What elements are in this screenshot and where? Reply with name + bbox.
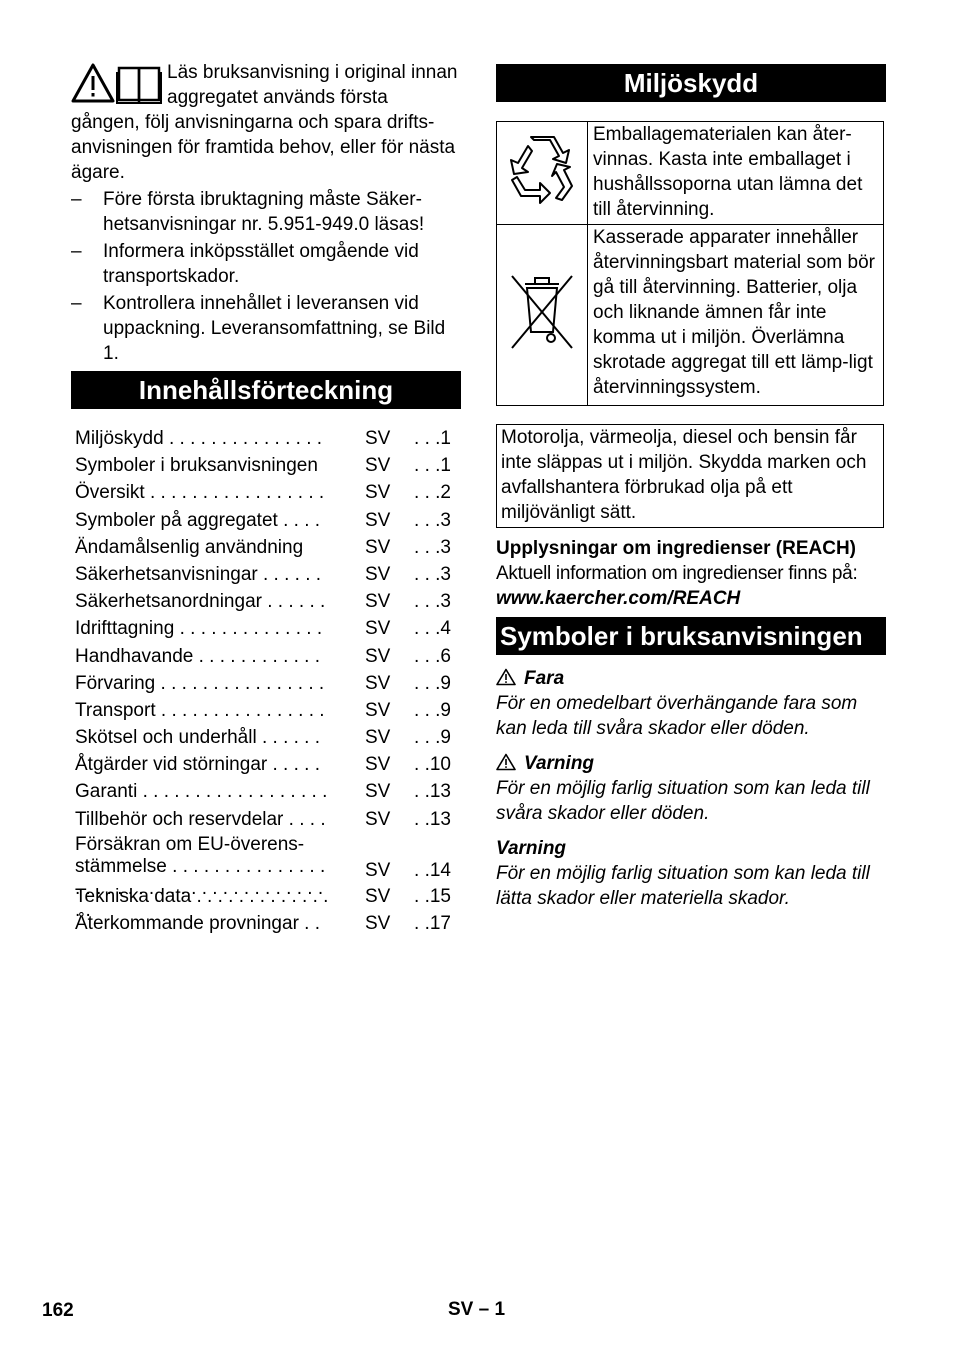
toc-entry-lang: SV (365, 699, 391, 721)
crossed-bin-icon (507, 272, 577, 352)
toc-entry-page: . . .9 (414, 672, 451, 694)
oil-notice: Motorolja, värmeolja, diesel och bensin får inte släppas ut i miljön. Skydda marken och avfallshantera förbrukad olja på ett miljövänligt sätt. (496, 424, 884, 528)
toc-entry-title: Idrifttagning (75, 618, 175, 640)
symbol-description: För en möjlig farlig situation som kan leda till svåra skador eller döden. (496, 778, 870, 824)
toc-entry-title: Säkerhetsanvisningar (75, 563, 258, 585)
toc-entry-lang: SV (365, 913, 391, 934)
toc-entry-title: Ändamålsenlig användning (75, 536, 304, 558)
symbol-description: För en omedelbart överhängande fara som kan leda till svåra skador eller döden. (496, 693, 858, 739)
toc-entry-title: Återkommande provningar (75, 913, 299, 934)
toc-entry-page: . . .3 (414, 509, 451, 531)
toc-entry[interactable] (75, 779, 455, 806)
symbol-label: Varning (496, 838, 567, 859)
toc-entry[interactable] (75, 480, 455, 507)
reach-title: Upplysningar om ingredienser (REACH) (496, 538, 856, 559)
recycle-icon (504, 132, 580, 208)
toc-entry-lang: SV (365, 591, 391, 613)
toc-entry-title: Miljöskydd (75, 428, 164, 449)
toc-entry-title: Säkerhetsanordningar (75, 591, 262, 613)
toc-entry-title: Handhavande (75, 645, 194, 667)
toc-entry-title: Förvaring (75, 672, 156, 694)
toc-entry[interactable] (75, 884, 455, 911)
toc-entry[interactable] (75, 911, 455, 938)
toc-entry-title: Skötsel och underhåll (75, 727, 257, 749)
toc-entry-title: Tekniska data (75, 885, 192, 907)
toc-entry-title: Transport (75, 699, 156, 721)
toc-entry-page: . .14 (414, 859, 451, 881)
toc-entry-lang: SV (365, 727, 391, 749)
environment-table (496, 121, 884, 406)
page-footer-label: SV – 1 (448, 1299, 506, 1320)
toc-entry[interactable] (75, 807, 455, 834)
toc-entry-lang: SV (365, 859, 391, 881)
toc-entry-title: Garanti (75, 781, 138, 803)
toc-entry-title: Åtgärder vid störningar (75, 754, 268, 776)
toc-entry-title: Symboler i bruksanvisningen (75, 455, 318, 477)
toc-entry-lang: SV (365, 808, 391, 830)
toc-entry-page: . .15 (414, 885, 451, 907)
table-row (497, 122, 884, 225)
reach-section (496, 536, 886, 611)
toc-entry[interactable] (75, 508, 455, 535)
toc-heading: Innehållsförteckning (71, 371, 461, 409)
symbol-description: För en möjlig farlig situation som kan leda till lätta skador eller materiella skador. (496, 863, 870, 909)
toc-entry-lang: SV (365, 618, 391, 640)
intro-list (71, 187, 461, 366)
toc-entry[interactable] (75, 535, 455, 562)
intro-section (71, 60, 461, 366)
toc-entry-page: . . .1 (414, 455, 451, 477)
toc-entry[interactable] (75, 671, 455, 698)
toc-entry-lang: SV (365, 885, 391, 907)
toc-entry[interactable] (75, 453, 455, 480)
recycle-text: Emballagematerialen kan åter-vinnas. Kasta inte emballaget i hushållssoporna utan lämna det till återvinning. (588, 122, 884, 225)
reach-link[interactable]: www.kaercher.com/REACH (496, 588, 741, 609)
toc-entry-page: . . .3 (414, 536, 451, 558)
list-item: – Före första ibruktagning måste Säker-hetsanvisningar nr. 5.951-949.0 läsas! (71, 187, 461, 237)
toc-entry[interactable] (75, 562, 455, 589)
symbols-heading: Symboler i bruksanvisningen (496, 617, 886, 655)
toc-entry-title: Tillbehör och reservdelar (75, 808, 284, 830)
toc-entry-lang: SV (365, 482, 391, 504)
toc-entry-page: . .13 (414, 808, 451, 830)
warning-manual-icon (71, 62, 163, 106)
toc-entry[interactable] (75, 589, 455, 616)
toc-entry[interactable] (75, 426, 455, 453)
toc-entry-page: . . .6 (414, 645, 451, 667)
list-item: – Informera inköpsstället omgående vid transportskador. (71, 239, 461, 289)
list-item: – Kontrollera innehållet i leveransen vid uppackning. Leveransomfattning, se Bild 1. (71, 291, 461, 366)
toc-entry-page: . . .3 (414, 591, 451, 613)
toc-entry[interactable] (75, 644, 455, 671)
symbols-section (496, 666, 886, 921)
toc-entry[interactable] (75, 616, 455, 643)
toc-entry-lang: SV (365, 536, 391, 558)
toc-entry-lang: SV (365, 455, 391, 477)
intro-paragraph: Läs bruksanvisning i original innan aggregatet används första gången, följ anvisningarna och spara drifts-anvisningen för framtida behov, eller för nästa ägare. (71, 62, 458, 183)
toc-entry-page: . . .4 (414, 618, 451, 640)
table-row (497, 225, 884, 406)
warning-triangle-icon (496, 668, 516, 686)
toc-entry-page: . . .1 (414, 428, 451, 449)
toc-entry[interactable] (75, 698, 455, 725)
toc-entry-lang: SV (365, 672, 391, 694)
reach-text: Aktuell information om ingredienser finns på: (496, 563, 858, 584)
toc-entry-lang: SV (365, 563, 391, 585)
toc-entry-page: . .17 (414, 913, 451, 934)
toc-entry[interactable] (75, 752, 455, 779)
toc-entry-page: . .13 (414, 781, 451, 803)
environment-heading: Miljöskydd (496, 64, 886, 102)
toc-entry[interactable] (75, 834, 455, 884)
toc-entry[interactable] (75, 725, 455, 752)
toc-entry-page: . . .9 (414, 727, 451, 749)
toc-entry-title: Försäkran om EU-överens-stämmelse (75, 833, 305, 877)
warning-triangle-icon (496, 753, 516, 771)
symbol-label: Varning (524, 753, 595, 774)
toc-entry-lang: SV (365, 754, 391, 776)
page-number: 162 (42, 1300, 74, 1321)
toc-entry-title: Symboler på aggregatet (75, 509, 278, 531)
toc-entry-page: . .10 (414, 754, 451, 776)
toc-entry-title: Översikt (75, 482, 145, 504)
toc-entry-lang: SV (365, 645, 391, 667)
toc-entry-lang: SV (365, 428, 391, 449)
symbol-label: Fara (524, 668, 565, 689)
toc-entry-page: . . .2 (414, 482, 451, 504)
toc-entry-page: . . .3 (414, 563, 451, 585)
table-of-contents (75, 426, 455, 938)
disposal-text: Kasserade apparater innehåller återvinningsbart material som bör gå till återvinning. Batterier, olja och liknande ämnen får inte komma ut i miljön. Överlämna skrotade aggregat till ett lämp-ligt återvinningssystem. (588, 225, 884, 406)
toc-entry-lang: SV (365, 781, 391, 803)
toc-entry-page: . . .9 (414, 699, 451, 721)
toc-entry-lang: SV (365, 509, 391, 531)
